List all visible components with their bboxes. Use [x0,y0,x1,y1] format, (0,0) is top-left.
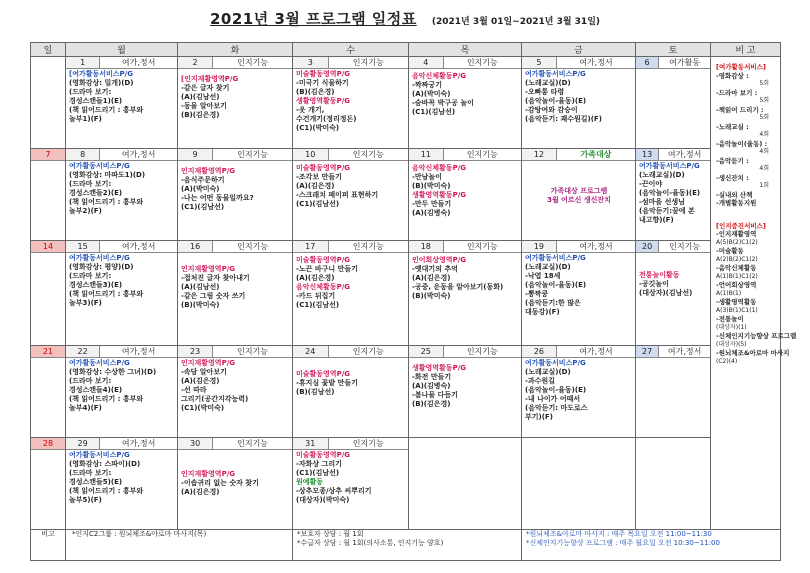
program-line: -스크래치 페이퍼 표현하기 [296,191,379,199]
day-category: 인지기능 [466,347,498,356]
program-line: -감탕여와 감승이 [525,106,578,114]
note-item: -신체인지기능향상 프로그램 [716,332,797,340]
program-line: -카드 뒤집기 [296,292,336,300]
program-line: 경성스캔들2)(E) [69,189,123,197]
program-line: (A)(김남선) [181,93,220,101]
program-line: (드라마 보기: [69,469,112,477]
program-line: (C1)(김남선) [296,200,340,208]
schedule-table [30,42,797,561]
program-line: (책 읽어드리기 : 흥부와 [69,395,144,403]
day-category: 여가,정서 [121,242,156,251]
note-count: 4회 [759,165,769,172]
day-category: 인지기능 [466,242,498,251]
weekday-header: 목 [409,43,522,57]
program-title: 음악신체활동P/G [296,283,351,291]
program-line: (A)(김병숙) [412,209,451,217]
program-line: (A)(김병숙) [412,382,451,390]
program-line: 경성스캔들3)(E) [69,281,123,289]
program-title: 인어회상영역P/G [412,256,467,264]
day-cell [66,57,178,149]
program-line: -낙엽 18세 [525,272,561,280]
note-sub: A(3)B(1)C1(1) [716,306,758,314]
notes-cell [711,57,797,530]
day-number: 7 [31,149,65,160]
program-line: 경성스캔들5)(E) [69,478,123,486]
day-cell [178,438,293,530]
note-item: -영화감상 : [716,71,749,80]
program-line: (음악듣기: 마도로스 [525,404,588,412]
program-line: (음악놀이-율동)(E) [525,97,587,105]
program-title: 인지재활영역P/G [181,265,236,273]
program-line: (B)(김은경) [181,111,220,119]
note-sub: A(1)B(1)C1(2) [716,272,758,280]
program-line: -같은 그림 숫자 쓰기 [181,292,246,300]
note-sub: A(1)B(1) [716,289,742,297]
program-line: (A)(박미숙) [181,185,220,193]
note-item: -인지재활영역 [716,230,757,238]
program-title: 생활영역활동P/G [412,191,467,199]
program-line: (드라마 보기: [69,88,112,96]
title-row [0,8,810,34]
notes-heading: [인지증진서비스] [716,221,766,230]
day-number: 24 [293,346,329,357]
program-line: -봄나물 다듬기 [412,391,458,399]
day-number: 31 [293,438,329,449]
day-category: 여가,정서 [579,242,613,251]
program-line: (C1)(김남선) [296,469,340,477]
program-title: 음악신체활동P/G [412,164,467,172]
footer-note: *수급자 상담 : 월 1회(의사소통, 인지기능 양호) [297,539,444,547]
note-item: -실내외 산책 [716,190,753,199]
note-sub: (대상자)(5) [716,340,747,348]
program-line: -이솝귀리 없는 숫자 찾기 [181,479,259,487]
note-item: -음악신체활동 [716,264,757,272]
day-cell [293,57,409,149]
weekday-header: 월 [66,43,178,57]
day-category: 여가,정서 [667,347,702,356]
day-cell [66,241,178,346]
day-number: 16 [178,241,213,252]
program-line: (노래교실)(D) [525,263,571,271]
day-number: 6 [636,57,659,68]
program-line: -같은 글자 찾기 [181,84,230,92]
day-cell [31,57,66,149]
program-title: 여가활동서비스P/G [525,359,586,367]
program-line: (A)(김은경) [181,377,220,385]
program-line: 놀부5)(F) [69,496,102,504]
program-line: (책 읽어드리기 : 흥부와 [69,487,144,495]
program-line: (음악놀이-율동)(E) [639,189,701,197]
day-category: 인지기능 [466,150,498,159]
day-number: 5 [522,57,557,68]
program-line: (B)(김남선) [296,388,335,396]
day-cell [293,438,409,530]
program-line: (B)(김은경) [412,400,451,408]
program-line: (A)(박미숙) [412,90,451,98]
program-line: -짝짜궁기 [412,81,442,89]
program-line: (영화감상: 밀개)(D) [69,79,134,87]
program-line: 놀부2)(F) [69,207,102,215]
day-cell [409,241,522,346]
program-line: -나는 어떤 동물일까요? [181,194,254,202]
footer-note: *원뇌체조&아로마 마사지 : 매주 목요일 오전 11:00~11:30 [526,530,712,538]
day-cell [522,241,636,346]
weekday-header: 수 [293,43,409,57]
weekday-header: 금 [522,43,636,57]
program-line: (영화감상: 스파이)(D) [69,460,141,468]
program-line: 내고향)(F) [639,216,674,224]
program-line: (음악듣기:한 많은 [525,299,581,307]
day-category: 인지기능 [237,58,269,67]
day-number: 22 [66,346,100,357]
program-line: (책 읽어드리기 : 흥부와 [69,198,144,206]
day-cell [178,346,293,438]
program-line: -오빠통 타령 [525,88,565,96]
note-count: 4회 [759,131,769,138]
day-category: 여가,정서 [667,150,702,159]
note-count: 5회 [759,114,769,121]
program-line: -화전 만들기 [412,373,452,381]
program-line: (영화감상: 평양)(D) [69,263,134,271]
program-line: (B)(박미숙) [412,292,451,300]
day-number: 19 [522,241,557,252]
program-line: (음악듣기: 괘수원길)(F) [525,115,602,123]
day-cell [522,57,636,149]
program-line: (C1)(박미숙) [181,404,225,412]
program-line: 수건개기(정리정돈) [296,115,357,123]
program-title: 인지재활영역P/G [181,359,236,367]
note-sub: (C2)(4) [716,357,738,365]
program-line: -미국기 식물하기 [296,79,349,87]
day-cell [66,149,178,241]
program-line: (음악듣기:꿈에 본 [639,207,695,215]
day-cell [522,346,636,438]
day-category: 인지기능 [352,242,384,251]
day-number: 10 [293,149,329,160]
program-line: (책 읽어드리기 : 흥부와 [69,290,144,298]
program-title: 가족대상 프로그램 [550,187,608,195]
program-line: (C1)(김남선) [296,301,340,309]
day-category: 인지기능 [669,242,701,251]
note-item: -드라마 보기 : [716,88,758,97]
day-cell [409,438,522,530]
program-title: [인지재활영역P/G [181,75,239,83]
program-line: (B)(박미숙) [181,301,220,309]
program-line: -뽕짝쿵 [525,290,549,298]
note-item: -언어회상영역 [716,281,757,289]
day-cell [31,438,66,530]
program-line: (영화감상: 수상한 그녀)(D) [69,368,157,376]
program-line: 놀부1)(F) [69,115,102,123]
program-title: 미술활동영역P/G [296,70,351,78]
program-line: 경성스캔들1)(E) [69,97,123,105]
program-line: -접처진 글자 찾아내기 [181,274,250,282]
program-line: (A)(김은경) [296,182,335,190]
day-cell [636,438,711,530]
program-line: -끈이야 [639,180,663,188]
day-cell [636,57,711,149]
note-count: 5회 [759,80,769,87]
note-count: 5회 [759,97,769,104]
program-line: (C1)(김남선) [181,203,225,211]
day-number: 1 [66,57,100,68]
day-cell [636,149,711,241]
program-title: 여가활동서비스P/G [69,359,130,367]
program-line: (B)(김은경) [296,88,335,96]
program-line: -휴지심 꽃밭 만들기 [296,379,358,387]
program-title: 여가활동서비스P/G [69,254,130,262]
program-line: (드라마 보기: [69,377,112,385]
day-number: 11 [409,149,444,160]
program-line: (드라마 보기: [69,180,112,188]
program-line: 그리기(공간지각능력) [181,395,249,403]
day-cell [636,241,711,346]
program-line: (책 읽어드리기 : 흥부와 [69,106,144,114]
day-category: 가족대상 [580,150,612,159]
day-cell [31,346,66,438]
day-cell [66,438,178,530]
footer-note: *보호자 상담 : 월 1회 [297,530,364,538]
day-cell [636,346,711,438]
program-line: (C1)(박미숙) [296,124,340,132]
day-cell [293,149,409,241]
program-title: 미술활동영역P/G [296,370,351,378]
program-line: (노래교실)(D) [525,368,571,376]
day-category: 여가활동 [669,58,701,67]
notes-header: 비 고 [711,43,781,57]
program-line: (노래교실)(D) [639,171,685,179]
day-category: 여가,정서 [579,347,613,356]
day-number: 25 [409,346,444,357]
day-cell [293,346,409,438]
program-title: 3월 어르신 생신잔치 [547,196,611,204]
program-line: -만남놀이 [412,173,442,181]
day-number: 27 [636,346,659,357]
day-number: 12 [522,149,557,160]
program-line: -동물 알아보기 [181,102,227,110]
program-line: 경성스캔들4)(E) [69,386,123,394]
footer-note: *신체인지기능향상 프로그램 : 매주 월요일 오전 10:30~11:00 [526,539,720,547]
day-cell [178,149,293,241]
day-number: 2 [178,57,213,68]
day-category: 여가,정서 [579,58,613,67]
day-cell [522,149,636,241]
day-number: 3 [293,57,329,68]
program-line: 부기)(F) [525,413,553,421]
day-category: 인지기능 [352,150,384,159]
program-title: 여가활동서비스P/G [525,70,586,78]
day-cell [409,149,522,241]
day-cell [178,241,293,346]
program-title: 인지재활영역P/G [181,470,236,478]
program-title: [여가활동서비스P/G [69,70,133,78]
program-line: -옛대기의 추억 [412,265,458,273]
program-line: -섬마을 선생님 [639,198,685,206]
program-line: -과수원길 [525,377,555,385]
day-category: 인지기능 [237,242,269,251]
program-title: 전통놀이활동 [639,271,680,279]
program-line: (A)(김은경) [412,274,451,282]
program-title: 음악신체활동P/G [412,72,467,80]
day-category: 여가,정서 [121,347,156,356]
day-category: 여가,정서 [121,150,156,159]
program-line: (노래교실)(D) [525,79,571,87]
note-item: -전통놀이 [716,315,744,323]
program-line: -내 나이가 어때서 [525,395,581,403]
note-item: -노래교실 : [716,122,749,131]
program-title: 여가활동서비스P/G [639,162,700,170]
program-line: -노끈 바구니 만들기 [296,265,358,273]
day-category: 인지기능 [352,58,384,67]
day-cell [409,57,522,149]
day-number: 9 [178,149,213,160]
program-line: -자화상 그리기 [296,460,342,468]
day-category: 인지기능 [352,439,384,448]
day-number: 4 [409,57,444,68]
day-number: 13 [636,149,659,160]
program-line: 놀부3)(F) [69,299,102,307]
day-category: 인지기능 [237,439,269,448]
note-item: -음악듣기 : [716,156,749,165]
day-category: 인지기능 [237,347,269,356]
day-cell [293,241,409,346]
day-number: 20 [636,241,659,252]
note-count: 4회 [759,148,769,155]
weekday-header: 토 [636,43,711,57]
day-number: 21 [31,346,65,357]
program-title: 원예활동 [296,478,324,486]
note-sub: A(5)B(2)C1(2) [716,238,758,246]
program-title: 여가활동서비스P/G [69,162,130,170]
program-line: -만두 만들기 [412,200,452,208]
notes-heading: [여가활동서비스] [716,63,766,71]
program-line: -옷 개기, [296,106,325,114]
program-line: (C1)(김남선) [412,108,456,116]
program-line: (A)(김은경) [181,488,220,496]
note-sub: A(2)B(2)C1(2) [716,255,758,263]
program-line: (영화감상: 마파도1)(D) [69,171,146,179]
program-title: 미술활동영역P/G [296,256,351,264]
day-category: 인지기능 [352,347,384,356]
day-number: 14 [31,241,65,252]
program-line: -공깃놀이 [639,280,669,288]
program-title: 생활영역활동P/G [296,97,351,105]
program-line: (드라마 보기: [69,272,112,280]
program-line: 대동강)(F) [525,308,560,316]
program-title: 생활영역활동P/G [412,364,467,372]
page-title: 2021년 3월 프로그램 일정표 [210,10,417,28]
period: (2021년 3월 01일~2021년 3월 31일) [431,17,600,27]
day-number: 15 [66,241,100,252]
day-number: 26 [522,346,557,357]
program-title: 인지재활영역P/G [181,167,236,175]
day-number: 29 [66,438,100,449]
day-cell [522,438,636,530]
program-title: 미술활동영역P/G [296,164,351,172]
program-line: -숨바꼭 박구공 놀이 [412,99,474,107]
program-line: (B)(박미숙) [412,182,451,190]
day-cell [31,149,66,241]
day-number: 8 [66,149,100,160]
footer-note: *인지C2그룹 : 원뇌체조&아로마 마사지(목) [72,530,207,538]
note-item: -원뇌체조&아로마 마사지 [716,349,790,357]
program-line: (A)(김남선) [181,283,220,291]
note-item: -생활영역활동 [716,298,757,306]
note-sub: (대상자)(1) [716,323,747,331]
program-line: (대상자)(박미숙) [296,496,350,504]
note-item: -개별활동지원 [716,199,757,207]
day-number: 28 [31,438,65,449]
day-category: 인지기능 [466,58,498,67]
note-count: 1회 [759,182,769,189]
program-title: 여가활동서비스P/G [69,451,130,459]
program-line: (음악놀이-율동)(E) [525,281,587,289]
day-cell [409,346,522,438]
day-category: 여가,정서 [121,58,156,67]
program-title: 미술활동영역P/G [296,451,351,459]
program-line: -음식주문하기 [181,176,225,184]
note-item: -책읽어 드리기 : [716,105,764,114]
program-line: -선 따라 [181,386,207,394]
program-title: 여가활동서비스P/G [525,254,586,262]
day-cell [178,57,293,149]
note-item: -미술활동 [716,247,744,255]
day-category: 인지기능 [237,150,269,159]
day-number: 18 [409,241,444,252]
day-number: 17 [293,241,329,252]
footer-label: 비고 [31,530,66,561]
program-line: (대상자)(김남선) [639,289,693,297]
note-item: -음악놀이(율동) : [716,139,768,148]
day-category: 여가,정서 [121,439,156,448]
program-line: -상추모종/상추 씨뿌리기 [296,487,372,495]
weekday-header: 화 [178,43,293,57]
day-cell [66,346,178,438]
program-line: 놀부4)(F) [69,404,102,412]
program-line: -조각보 만들기 [296,173,342,181]
program-line: (A)(김은경) [296,274,335,282]
program-line: -속담 알아보기 [181,368,227,376]
day-number: 23 [178,346,213,357]
day-cell [31,241,66,346]
note-item: -생신잔치 : [716,173,749,182]
program-line: -공중, 운동을 알아보기(동화) [412,283,504,291]
day-number: 30 [178,438,213,449]
program-line: (음악놀이-율동)(E) [525,386,587,394]
weekday-header: 일 [31,43,66,57]
